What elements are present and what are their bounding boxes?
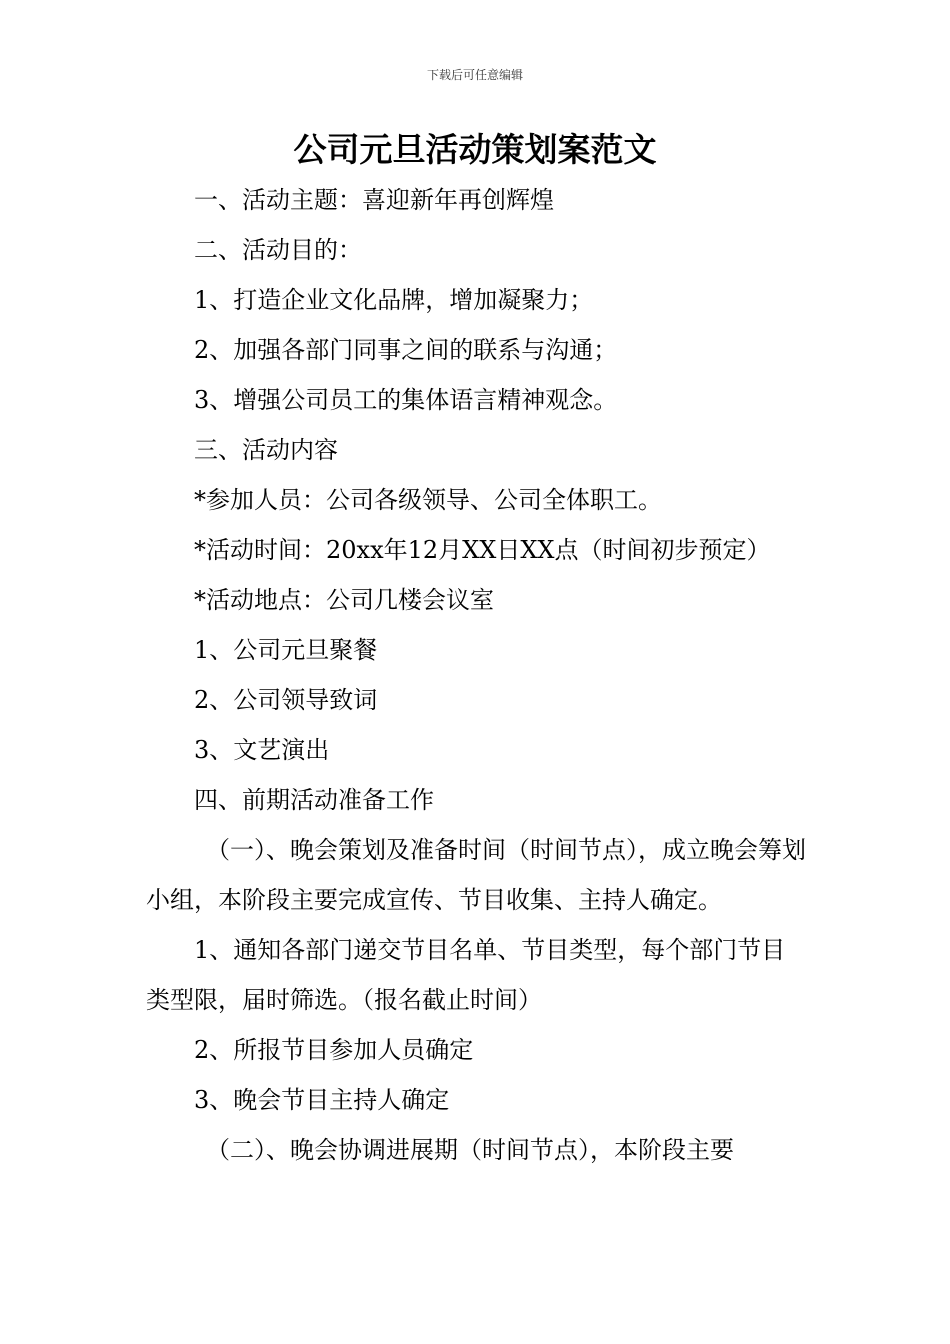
time-line: *活动时间：20xx年12月XX日XX点（时间初步预定） bbox=[194, 536, 771, 564]
content-item: 1、公司元旦聚餐 bbox=[194, 636, 378, 664]
section-content-heading: 三、活动内容 bbox=[194, 436, 338, 464]
content-item: 3、文艺演出 bbox=[194, 736, 330, 764]
participants-line: *参加人员：公司各级领导、公司全体职工。 bbox=[194, 486, 662, 514]
document-body bbox=[146, 175, 806, 1175]
preparation-item: 2、所报节目参加人员确定 bbox=[194, 1036, 474, 1064]
content-item: 2、公司领导致词 bbox=[194, 686, 378, 714]
location-line: *活动地点：公司几楼会议室 bbox=[194, 586, 494, 614]
goal-item: 2、加强各部门同事之间的联系与沟通； bbox=[194, 336, 618, 364]
coordination-paragraph: （二）、晚会协调进展期（时间节点），本阶段主要 bbox=[206, 1136, 734, 1164]
header-note: 下载后可任意编辑 bbox=[426, 68, 523, 82]
section-preparation-heading: 四、前期活动准备工作 bbox=[194, 786, 434, 814]
section-theme: 一、活动主题：喜迎新年再创辉煌 bbox=[194, 186, 554, 214]
section-goals-heading: 二、活动目的： bbox=[194, 236, 362, 264]
preparation-paragraph: （一）、晚会策划及准备时间（时间节点），成立晚会筹划小组，本阶段主要完成宣传、节目收集、主持人确定。 bbox=[146, 836, 806, 914]
document-title: 公司元旦活动策划案范文 bbox=[293, 130, 657, 169]
goal-item: 3、增强公司员工的集体语言精神观念。 bbox=[194, 386, 618, 414]
goal-item: 1、打造企业文化品牌，增加凝聚力； bbox=[194, 286, 594, 314]
preparation-item: 1、通知各部门递交节目名单、节目类型，每个部门节目类型限，届时筛选。（报名截止时间） bbox=[146, 936, 786, 1014]
preparation-item: 3、晚会节目主持人确定 bbox=[194, 1086, 450, 1114]
